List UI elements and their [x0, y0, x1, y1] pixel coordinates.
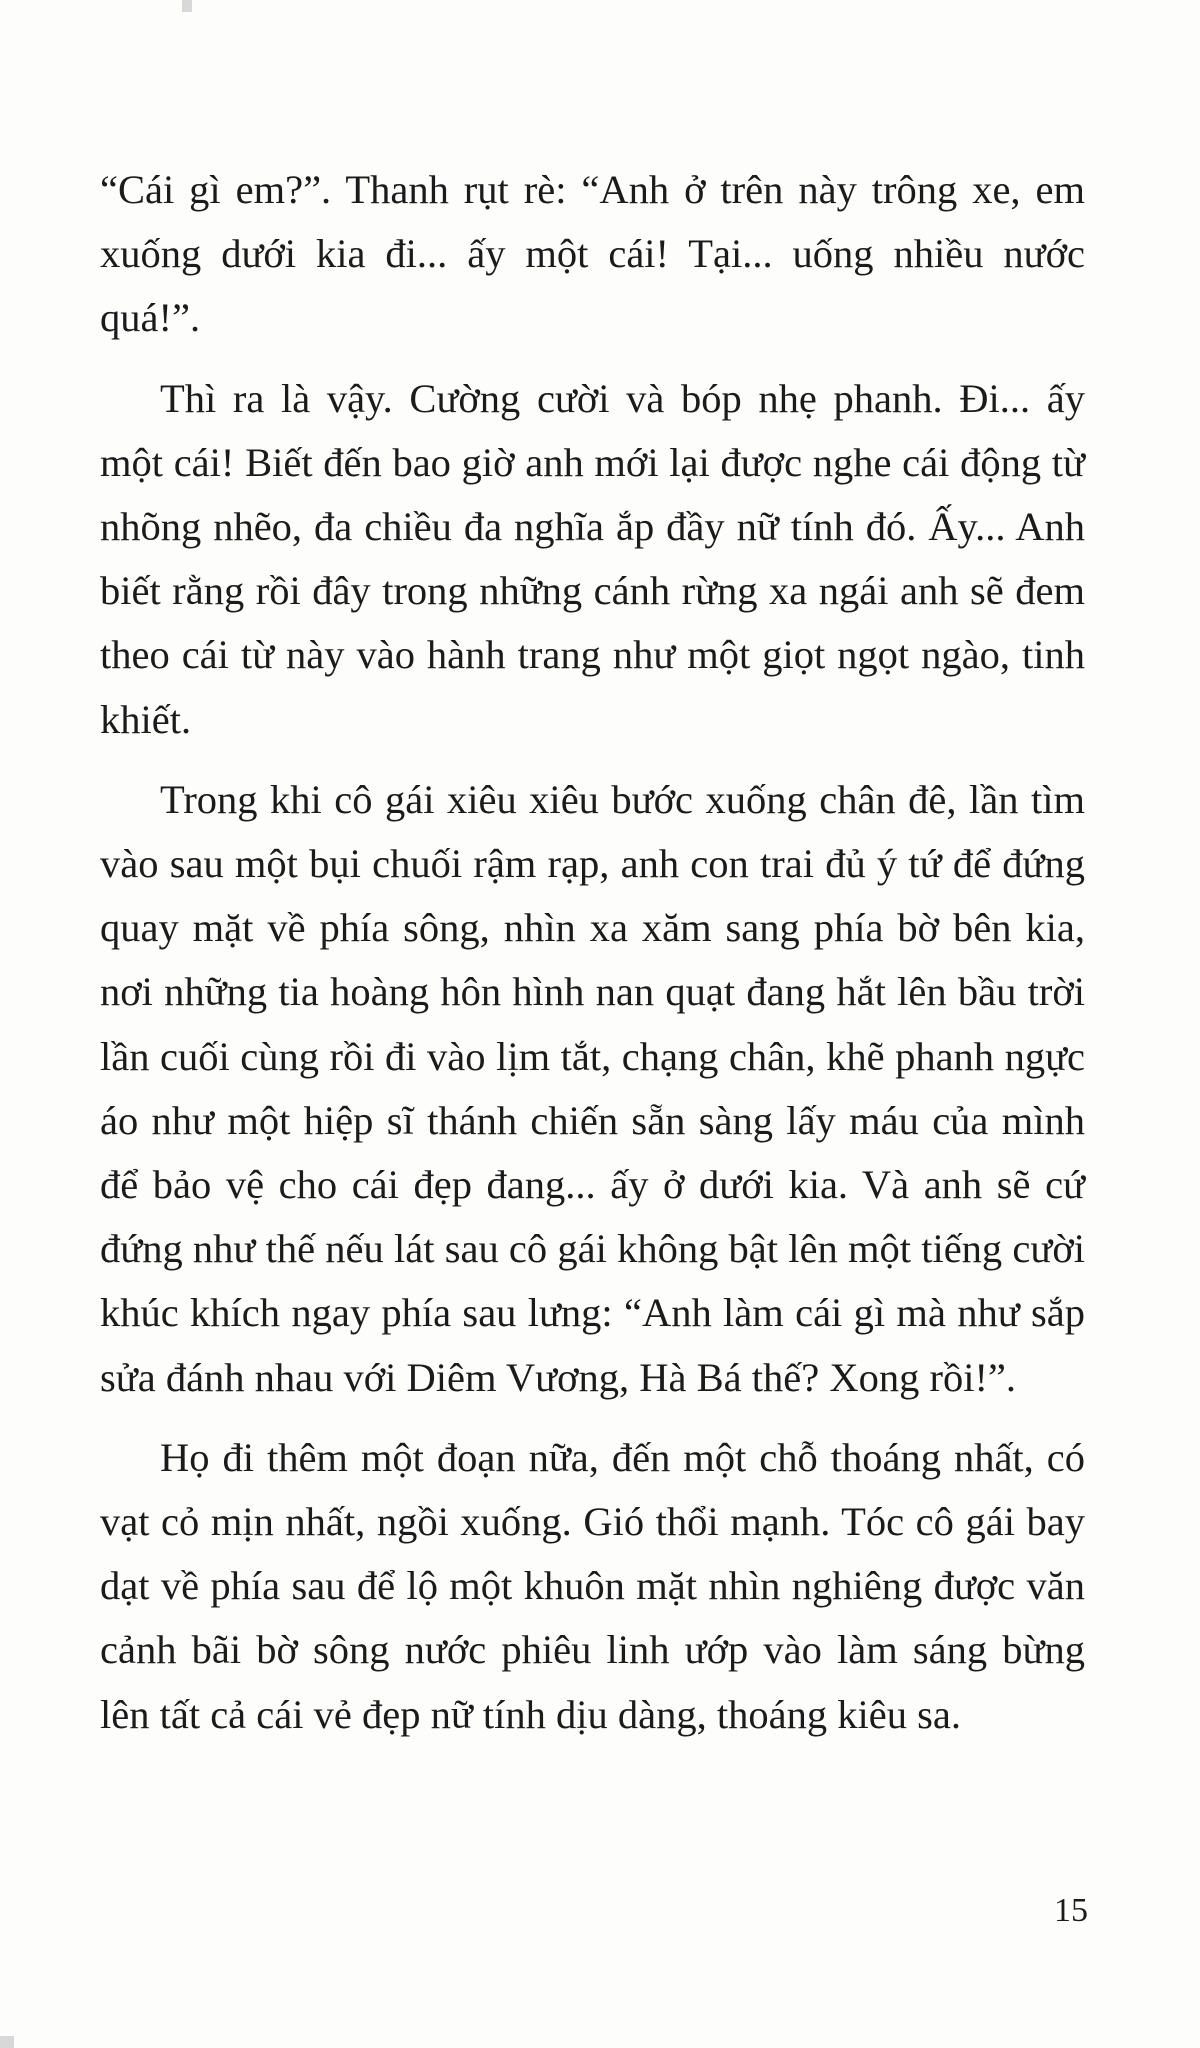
body-text — [100, 158, 1085, 1763]
scan-artifact — [0, 2036, 14, 2048]
page-number: 15 — [1054, 1892, 1088, 1929]
paragraph-3: Trong khi cô gái xiêu xiêu bước xuống chân đê, lần tìm vào sau một bụi chuối rậm rạp, anh con trai đủ ý tứ để đứng quay mặt về phía sông, nhìn xa xăm sang phía bờ bên kia, nơi những tia hoàng hôn hình nan quạt đang hắt lên bầu trời lần cuối cùng rồi đi vào lịm tắt, chạng chân, khẽ phanh ngực áo như một hiệp sĩ thánh chiến sẵn sàng lấy máu của mình để bảo vệ cho cái đẹp đang... ấy ở dưới kia. Và anh sẽ cứ đứng như thế nếu lát sau cô gái không bật lên một tiếng cười khúc khích ngay phía sau lưng: “Anh làm cái gì mà như sắp sửa đánh nhau với Diêm Vương, Hà Bá thế? Xong rồi!”. — [100, 776, 1085, 1400]
paragraph-2: Thì ra là vậy. Cường cười và bóp nhẹ phanh. Đi... ấy một cái! Biết đến bao giờ anh mới lại được nghe cái động từ nhõng nhẽo, đa chiều đa nghĩa ắp đầy nữ tính đó. Ấy... Anh biết rằng rồi đây trong những cánh rừng xa ngái anh sẽ đem theo cái từ này vào hành trang như một giọt ngọt ngào, tinh khiết. — [100, 375, 1085, 742]
scan-artifact — [182, 0, 192, 12]
paragraph-4: Họ đi thêm một đoạn nữa, đến một chỗ thoáng nhất, có vạt cỏ mịn nhất, ngồi xuống. Gió thổi mạnh. Tóc cô gái bay dạt về phía sau để lộ một khuôn mặt nhìn nghiêng được văn cảnh bãi bờ sông nước phiêu linh ướp vào làm sáng bừng lên tất cả cái vẻ đẹp nữ tính dịu dàng, thoáng kiêu sa. — [100, 1434, 1085, 1737]
paragraph-1: “Cái gì em?”. Thanh rụt rè: “Anh ở trên này trông xe, em xuống dưới kia đi... ấy một cái! Tại... uống nhiều nước quá!”. — [100, 167, 1085, 341]
